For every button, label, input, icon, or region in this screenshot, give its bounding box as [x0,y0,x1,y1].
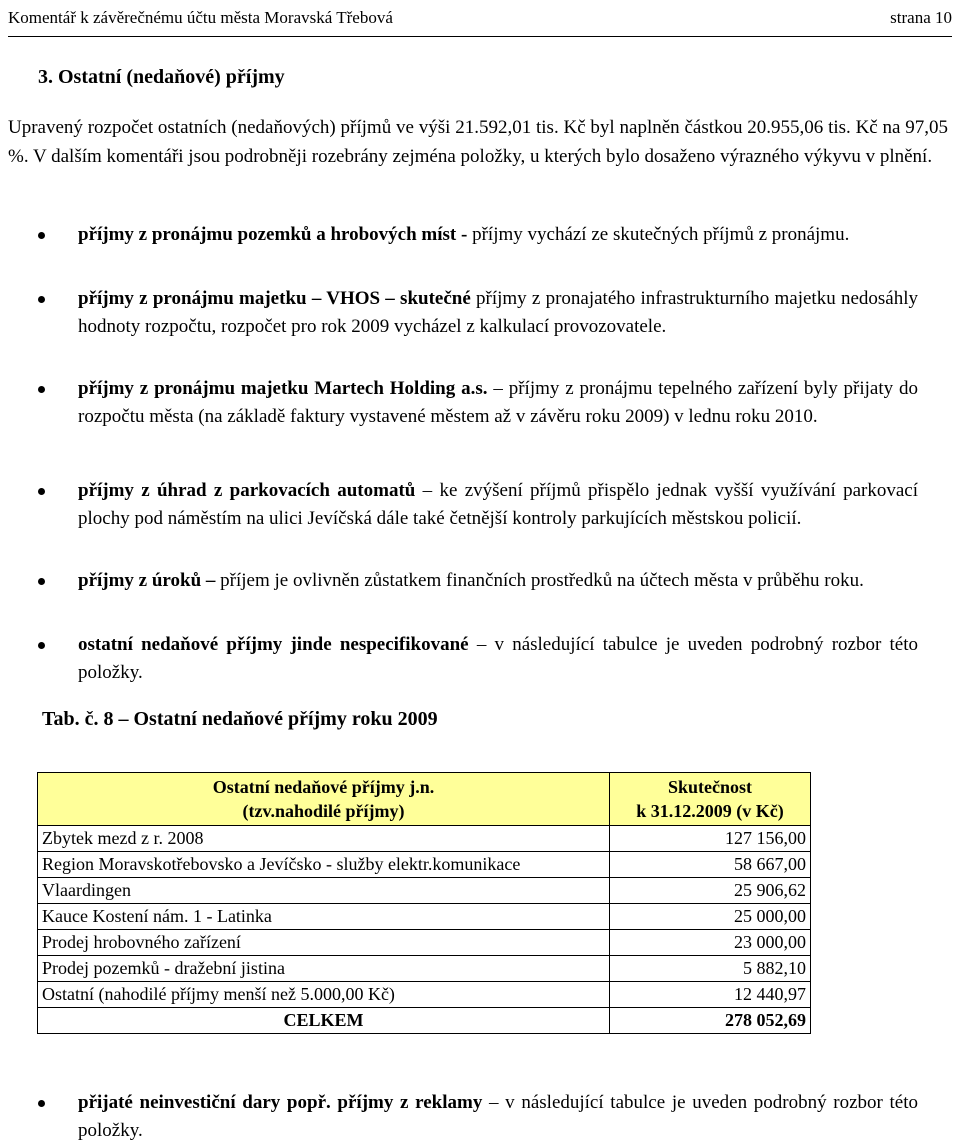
table-row [38,904,811,930]
row-label: Prodej hrobovného zařízení [38,930,610,956]
bullet-text: – příjmy z pronájmu tepelného zařízení byly přijaty do rozpočtu města (na základě faktury vystavené městem až v závěru roku 2009) v lednu roku 2010. [78,378,919,427]
bullet-text: – ke zvýšení příjmů přispělo jednak vyšší využívání parkovací plochy pod náměstím na ulici Jevíčská dále také četnější kontroly parkujících městskou policií. [78,480,919,529]
header-line: Ostatní nedaňové příjmy j.n. [212,777,435,797]
total-label: CELKEM [38,1008,610,1034]
bullet-text: příjmy z pronajatého infrastrukturního majetku nedosáhly hodnoty rozpočtu, rozpočet pro rok 2009 vycházel z kalkulací provozovatele. [78,288,918,337]
row-value: 25 000,00 [610,904,811,930]
bullet-icon [38,386,45,393]
row-value: 23 000,00 [610,930,811,956]
bullet-icon [38,232,45,239]
row-label: Region Moravskotřebovsko a Jevíčsko - služby elektr.komunikace [38,852,610,878]
header-line: k 31.12.2009 (v Kč) [636,801,784,821]
page-header [8,0,952,37]
bullet-item [38,375,918,431]
bullet-heading: příjmy z úroků – [78,570,216,591]
row-value: 127 156,00 [610,826,811,852]
total-value: 278 052,69 [610,1008,811,1034]
bullet-text: příjmy vychází ze skutečných příjmů z pronájmu. [467,224,850,245]
row-label: Zbytek mezd z r. 2008 [38,826,610,852]
bullet-heading: přijaté neinvestiční dary popř. příjmy z reklamy [78,1092,483,1113]
row-label: Ostatní (nahodilé příjmy menší než 5.000,00 Kč) [38,982,610,1008]
bullet-icon [38,296,45,303]
row-value: 25 906,62 [610,878,811,904]
page-number: strana 10 [890,8,952,27]
row-label: Vlaardingen [38,878,610,904]
header-line: Skutečnost [667,777,752,797]
bullet-item [38,1089,918,1145]
table-header-description [38,773,610,826]
bullet-icon [38,488,45,495]
table-header-row [38,773,811,826]
header-title: Komentář k závěrečnému účtu města Moravská Třebová [8,8,393,27]
bullet-icon [38,642,45,649]
bullet-icon [38,578,45,585]
bullet-heading: ostatní nedaňové příjmy jinde nespecifikované [78,634,469,655]
table-row [38,982,811,1008]
table-row [38,956,811,982]
table-total-row [38,1008,811,1034]
bullet-item [38,285,918,341]
row-value: 5 882,10 [610,956,811,982]
bullet-heading: příjmy z úhrad z parkovacích automatů [78,480,416,501]
bullet-item [38,631,918,687]
row-label: Prodej pozemků - dražební jistina [38,956,610,982]
table-row [38,826,811,852]
bullet-text: – v následující tabulce je uveden podrobný rozbor této položky. [78,634,918,683]
income-table [37,772,811,1034]
table-header-amount [610,773,811,826]
bullet-item [38,477,918,533]
bullet-heading: příjmy z pronájmu majetku Martech Holding a.s. [78,378,488,399]
bullet-item [38,221,918,249]
table-row [38,852,811,878]
table-row [38,878,811,904]
row-value: 58 667,00 [610,852,811,878]
bullet-icon [38,1100,45,1107]
row-label: Kauce Kostení nám. 1 - Latinka [38,904,610,930]
intro-paragraph: Upravený rozpočet ostatních (nedaňových) příjmů ve výši 21.592,01 tis. Kč byl naplněn částkou 20.955,06 tis. Kč na 97,05 %. V dalším komentáři jsou podrobněji rozebrány zejména položky, u kterých bylo dosaženo výrazného výkyvu v plnění. [8,117,948,167]
bullet-item [38,567,918,595]
bullet-text: příjem je ovlivněn zůstatkem finančních prostředků na účtech města v průběhu roku. [215,570,864,591]
row-value: 12 440,97 [610,982,811,1008]
header-line: (tzv.nahodilé příjmy) [242,801,405,821]
bullet-text: – v následující tabulce je uveden podrobný rozbor této položky. [78,1092,918,1141]
section-title: 3. Ostatní (nedaňové) příjmy [38,66,285,88]
bullet-heading: příjmy z pronájmu majetku – VHOS – skutečné [78,288,471,309]
table-row [38,930,811,956]
table-caption: Tab. č. 8 – Ostatní nedaňové příjmy roku 2009 [42,708,438,730]
bullet-heading: příjmy z pronájmu pozemků a hrobových míst - [78,224,468,245]
